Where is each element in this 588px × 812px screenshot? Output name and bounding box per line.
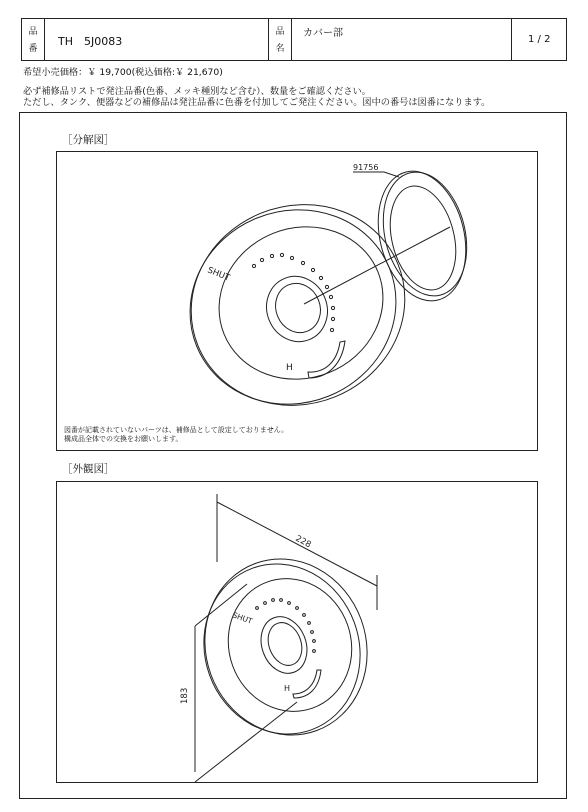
assembly-axis bbox=[304, 227, 450, 304]
cover-plate-outer bbox=[161, 173, 435, 437]
center-hole-inner bbox=[268, 277, 328, 340]
handle-groove bbox=[308, 341, 345, 378]
dim-width-label: 228 bbox=[293, 533, 313, 551]
exploded-view-title: ［分解図］ bbox=[62, 134, 115, 146]
part-leader bbox=[353, 172, 399, 177]
cover-plate-inner bbox=[196, 202, 406, 403]
ext-h-label: H bbox=[284, 684, 291, 693]
price-line: 希望小売価格：￥ 19,700(税込価格:￥ 21,670) bbox=[23, 67, 223, 78]
ext-cover-inner bbox=[210, 561, 370, 729]
product-name: カバー部 bbox=[303, 28, 343, 39]
exterior-drawing bbox=[57, 482, 537, 782]
ext-shut-label: SHUT bbox=[231, 610, 254, 626]
header-table bbox=[21, 18, 567, 61]
cover-plate-edge bbox=[161, 179, 426, 435]
exterior-view-title: ［外観図］ bbox=[62, 463, 115, 475]
product-number: TH 5J0083 bbox=[58, 35, 123, 48]
ext-hole-outer bbox=[253, 610, 314, 680]
box-note-2: 構成品全体での交換をお願いします。 bbox=[64, 435, 183, 443]
page-number: 1 / 2 bbox=[528, 34, 551, 45]
note-line-2: ただし、タンク、便器などの補修品は発注品番に色番を付加してご発注ください。図中の番号は図番になります。 bbox=[23, 97, 491, 108]
part-number-label: 91756 bbox=[353, 163, 379, 172]
ring-outer-edge bbox=[371, 163, 479, 305]
note-line-1: 必ず補修品リストで発注品番(色番、メッキ種別など含む）、数量をご確認ください。 bbox=[23, 86, 371, 97]
dim-ext-bottom bbox=[195, 702, 297, 782]
dim-height-label: 183 bbox=[180, 687, 190, 704]
ext-handle-groove bbox=[293, 670, 321, 698]
exterior-view-box bbox=[56, 481, 538, 783]
product-number-label: 品 番 bbox=[28, 27, 38, 54]
center-hole-outer bbox=[257, 267, 337, 351]
exploded-view-box bbox=[56, 151, 538, 451]
ext-hole-inner bbox=[262, 618, 307, 670]
h-label: H bbox=[286, 363, 293, 373]
product-name-label: 品 名 bbox=[275, 27, 285, 54]
shut-label: SHUT bbox=[205, 265, 232, 284]
exploded-drawing bbox=[57, 152, 537, 450]
box-note-1: 図番が記載されていないパーツは、補修品として設定しておりません。 bbox=[64, 426, 289, 434]
